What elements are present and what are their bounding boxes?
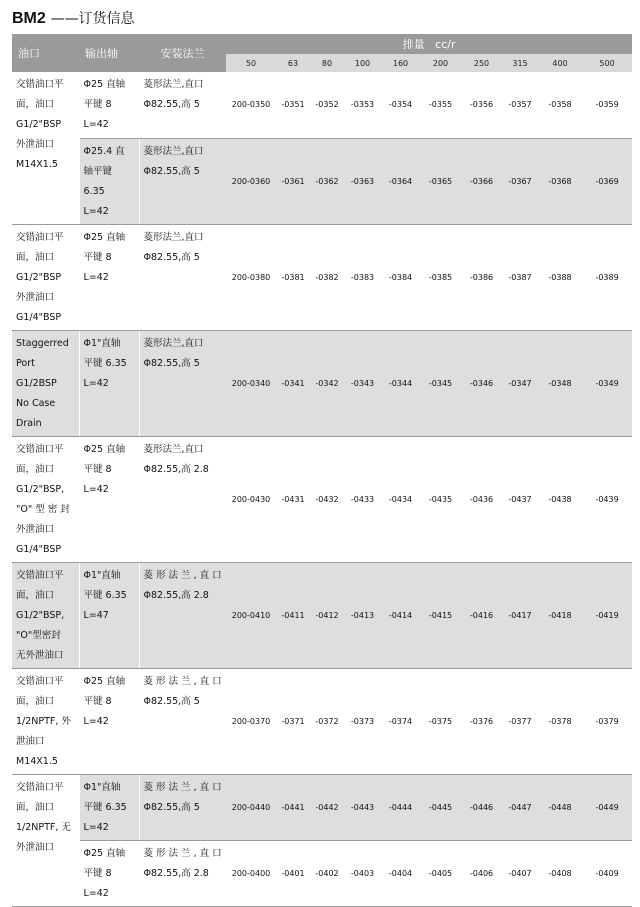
flange-cell bbox=[139, 840, 226, 906]
table-row bbox=[12, 436, 632, 562]
cell-line: Φ82.55,高 5 bbox=[143, 801, 200, 813]
part-number-cell: -0431 bbox=[276, 436, 310, 562]
flange-cell bbox=[139, 224, 226, 330]
part-number-cell: -0343 bbox=[344, 330, 381, 436]
part-number-cell: -0406 bbox=[461, 840, 502, 906]
cell-line: 外泄油口 bbox=[16, 139, 55, 150]
shaft-cell bbox=[79, 562, 139, 668]
part-number-cell: -0435 bbox=[420, 436, 461, 562]
part-number-cell: -0386 bbox=[461, 224, 502, 330]
shaft-cell bbox=[79, 138, 139, 224]
cell-line: Drain bbox=[16, 417, 42, 429]
port-cell bbox=[12, 224, 79, 330]
part-number-cell: -0355 bbox=[420, 72, 461, 138]
shaft-cell bbox=[79, 224, 139, 330]
displacement-header-500: 500 bbox=[582, 54, 632, 72]
part-number-cell: 200-0400 bbox=[226, 840, 276, 906]
part-number-cell: -0368 bbox=[538, 138, 582, 224]
part-number-cell: -0353 bbox=[344, 72, 381, 138]
cell-line: L=42 bbox=[83, 887, 109, 899]
part-number-cell: -0409 bbox=[582, 840, 632, 906]
cell-line: Φ25 直轴 bbox=[83, 231, 126, 243]
cell-line: 交错油口平 bbox=[16, 79, 64, 90]
cell-line: 1/2NPTF, 无 bbox=[16, 821, 71, 833]
part-number-cell: -0444 bbox=[381, 774, 420, 840]
part-number-cell: -0346 bbox=[461, 330, 502, 436]
part-number-cell: 200-0350 bbox=[226, 72, 276, 138]
part-number-cell: -0445 bbox=[420, 774, 461, 840]
cell-line: G1/2BSP bbox=[16, 377, 57, 389]
part-number-cell: -0363 bbox=[344, 138, 381, 224]
cell-line: Φ82.55,高 2.8 bbox=[143, 589, 209, 601]
cell-line: M14X1.5 bbox=[16, 755, 58, 767]
cell-line: Φ82.55,高 5 bbox=[143, 251, 200, 263]
cell-line: 平键 8 bbox=[83, 99, 112, 110]
part-number-cell: -0405 bbox=[420, 840, 461, 906]
part-number-cell: -0372 bbox=[310, 668, 344, 774]
part-number-cell: -0446 bbox=[461, 774, 502, 840]
cell-line: Port bbox=[16, 357, 35, 369]
part-number-cell: -0418 bbox=[538, 562, 582, 668]
part-number-cell: -0438 bbox=[538, 436, 582, 562]
port-cell bbox=[12, 330, 79, 436]
part-number-cell: -0413 bbox=[344, 562, 381, 668]
cell-line: Φ1"直轴 bbox=[83, 569, 121, 581]
cell-line: Φ1"直轴 bbox=[83, 781, 121, 793]
table-row bbox=[12, 840, 632, 906]
cell-line: 平键 6.35 bbox=[83, 801, 127, 813]
part-number-cell: -0348 bbox=[538, 330, 582, 436]
part-number-cell: -0443 bbox=[344, 774, 381, 840]
part-number-cell: -0416 bbox=[461, 562, 502, 668]
displacement-header-200: 200 bbox=[420, 54, 461, 72]
cell-line: 外泄油口 bbox=[16, 523, 55, 535]
part-number-cell: 200-0370 bbox=[226, 668, 276, 774]
part-number-cell: -0401 bbox=[276, 840, 310, 906]
part-number-cell: 200-0440 bbox=[226, 774, 276, 840]
cell-line: 交错油口平 bbox=[16, 231, 64, 243]
part-number-cell: -0439 bbox=[582, 436, 632, 562]
part-number-cell: -0376 bbox=[461, 668, 502, 774]
shaft-cell bbox=[79, 72, 139, 138]
part-number-cell: -0373 bbox=[344, 668, 381, 774]
cell-line: 平键 8 bbox=[83, 695, 112, 707]
cell-line: 菱形法兰,直口 bbox=[143, 337, 204, 349]
cell-line: 平键 8 bbox=[83, 251, 112, 263]
displacement-header-50: 50 bbox=[226, 54, 276, 72]
part-number-cell: -0432 bbox=[310, 436, 344, 562]
cell-line: Φ25 直轴 bbox=[83, 443, 126, 455]
title-dash: —— bbox=[50, 11, 79, 27]
cell-line: 交错油口平 bbox=[16, 781, 64, 793]
displacement-header-400: 400 bbox=[538, 54, 582, 72]
part-number-cell: -0417 bbox=[502, 562, 538, 668]
part-number-cell: -0344 bbox=[381, 330, 420, 436]
flange-cell bbox=[139, 138, 226, 224]
part-number-cell: -0383 bbox=[344, 224, 381, 330]
col-header-displacement bbox=[226, 34, 632, 54]
part-number-cell: -0352 bbox=[310, 72, 344, 138]
cell-line: 平键 8 bbox=[83, 867, 112, 879]
cell-line: 1/2NPTF, 外 bbox=[16, 715, 71, 727]
part-number-cell: -0365 bbox=[420, 138, 461, 224]
cell-line: 6.35 bbox=[83, 185, 105, 197]
part-number-cell: -0404 bbox=[381, 840, 420, 906]
cell-line: L=42 bbox=[83, 377, 109, 389]
part-number-cell: -0357 bbox=[502, 72, 538, 138]
part-number-cell: -0342 bbox=[310, 330, 344, 436]
port-cell bbox=[12, 72, 79, 224]
part-number-cell: -0385 bbox=[420, 224, 461, 330]
cell-line: 交错油口平 bbox=[16, 443, 64, 455]
cell-line: G1/2"BSP, bbox=[16, 609, 65, 621]
part-number-cell: -0447 bbox=[502, 774, 538, 840]
part-number-cell: -0369 bbox=[582, 138, 632, 224]
cell-line: L=42 bbox=[83, 271, 109, 283]
port-cell bbox=[12, 562, 79, 668]
part-number-cell: -0371 bbox=[276, 668, 310, 774]
cell-line: 平键 6.35 bbox=[83, 589, 127, 601]
cell-line: G1/2"BSP bbox=[16, 271, 62, 283]
displacement-header-250: 250 bbox=[461, 54, 502, 72]
part-number-cell: -0341 bbox=[276, 330, 310, 436]
table-row bbox=[12, 224, 632, 330]
shaft-cell bbox=[79, 840, 139, 906]
part-number-cell: 200-0380 bbox=[226, 224, 276, 330]
flange-cell bbox=[139, 436, 226, 562]
shaft-cell bbox=[79, 668, 139, 774]
part-number-cell: -0384 bbox=[381, 224, 420, 330]
part-number-cell: -0441 bbox=[276, 774, 310, 840]
part-number-cell: -0434 bbox=[381, 436, 420, 562]
part-number-cell: -0374 bbox=[381, 668, 420, 774]
shaft-cell bbox=[79, 330, 139, 436]
cell-line: 外泄油口 bbox=[16, 291, 55, 303]
cell-line: 面，油口 bbox=[16, 695, 55, 707]
col-header-port: 油口 bbox=[12, 34, 79, 72]
cell-line: 菱形法兰,直口 bbox=[143, 231, 204, 243]
port-cell bbox=[12, 668, 79, 774]
displacement-header-63: 63 bbox=[276, 54, 310, 72]
table-body bbox=[12, 72, 632, 906]
part-number-cell: -0402 bbox=[310, 840, 344, 906]
part-number-cell: -0442 bbox=[310, 774, 344, 840]
part-number-cell: -0408 bbox=[538, 840, 582, 906]
table-row bbox=[12, 72, 632, 138]
displacement-header-80: 80 bbox=[310, 54, 344, 72]
part-number-cell: -0448 bbox=[538, 774, 582, 840]
cell-line: 外泄油口 bbox=[16, 841, 55, 853]
cell-line: Φ25 直轴 bbox=[83, 79, 126, 90]
shaft-cell bbox=[79, 436, 139, 562]
cell-line: Φ82.55,高 5 bbox=[143, 165, 200, 177]
part-number-cell: -0433 bbox=[344, 436, 381, 562]
displacement-header-100: 100 bbox=[344, 54, 381, 72]
document-title bbox=[12, 8, 135, 28]
cell-line: G1/2"BSP, bbox=[16, 483, 65, 495]
displacement-header-160: 160 bbox=[381, 54, 420, 72]
part-number-cell: -0419 bbox=[582, 562, 632, 668]
cell-line: 菱形法兰,直口 bbox=[143, 443, 204, 455]
port-cell bbox=[12, 774, 79, 906]
cell-line: M14X1.5 bbox=[16, 159, 58, 170]
cell-line: Φ25 直轴 bbox=[83, 675, 126, 687]
part-number-cell: -0375 bbox=[420, 668, 461, 774]
table-row bbox=[12, 774, 632, 840]
part-number-cell: -0415 bbox=[420, 562, 461, 668]
part-number-cell: -0403 bbox=[344, 840, 381, 906]
cell-line: L=42 bbox=[83, 119, 109, 130]
cell-line: 交错油口平 bbox=[16, 569, 64, 581]
cell-line: Φ82.55,高 5 bbox=[143, 99, 200, 110]
part-number-cell: -0366 bbox=[461, 138, 502, 224]
cell-line: Φ82.55,高 5 bbox=[143, 357, 200, 369]
cell-line: 泄油口 bbox=[16, 735, 45, 747]
part-number-cell: -0349 bbox=[582, 330, 632, 436]
cell-line: 面，油口 bbox=[16, 99, 55, 110]
cell-line: 菱 形 法 兰 , 直 口 bbox=[143, 569, 222, 581]
part-number-cell: -0362 bbox=[310, 138, 344, 224]
part-number-cell: -0411 bbox=[276, 562, 310, 668]
cell-line: Φ25.4 直 bbox=[83, 145, 125, 157]
cell-line: L=42 bbox=[83, 821, 109, 833]
part-number-cell: -0361 bbox=[276, 138, 310, 224]
cell-line: Φ25 直轴 bbox=[83, 847, 126, 859]
cell-line: Φ82.55,高 2.8 bbox=[143, 463, 209, 475]
cell-line: 平键 6.35 bbox=[83, 357, 127, 369]
part-number-cell: -0351 bbox=[276, 72, 310, 138]
displacement-unit: cc/r bbox=[435, 38, 456, 51]
shaft-cell bbox=[79, 774, 139, 840]
cell-line: 轴平键 bbox=[83, 165, 113, 177]
part-number-cell: 200-0430 bbox=[226, 436, 276, 562]
cell-line: L=42 bbox=[83, 483, 109, 495]
flange-cell bbox=[139, 330, 226, 436]
col-header-shaft: 输出轴 bbox=[79, 34, 139, 72]
title-text: 订货信息 bbox=[78, 11, 135, 27]
table-row bbox=[12, 330, 632, 436]
col-header-flange: 安装法兰 bbox=[139, 34, 226, 72]
part-number-cell: -0388 bbox=[538, 224, 582, 330]
part-number-cell: -0347 bbox=[502, 330, 538, 436]
cell-line: G1/4"BSP bbox=[16, 543, 62, 555]
part-number-cell: -0414 bbox=[381, 562, 420, 668]
table-row bbox=[12, 668, 632, 774]
cell-line: 无外泄油口 bbox=[16, 649, 64, 661]
cell-line: Staggerred bbox=[16, 337, 69, 349]
flange-cell bbox=[139, 774, 226, 840]
port-cell bbox=[12, 436, 79, 562]
part-number-cell: -0377 bbox=[502, 668, 538, 774]
part-number-cell: -0364 bbox=[381, 138, 420, 224]
cell-line: 面，油口 bbox=[16, 589, 55, 601]
cell-line: G1/4"BSP bbox=[16, 311, 62, 323]
table-row bbox=[12, 138, 632, 224]
part-number-cell: -0354 bbox=[381, 72, 420, 138]
cell-line: 交错油口平 bbox=[16, 675, 64, 687]
cell-line: 菱 形 法 兰 , 直 口 bbox=[143, 675, 222, 687]
cell-line: "O"型密封 bbox=[16, 629, 61, 641]
part-number-cell: -0407 bbox=[502, 840, 538, 906]
cell-line: 菱形法兰,直口 bbox=[143, 79, 204, 90]
part-number-cell: -0437 bbox=[502, 436, 538, 562]
part-number-cell: 200-0410 bbox=[226, 562, 276, 668]
part-number-cell: -0367 bbox=[502, 138, 538, 224]
cell-line: 面，油口 bbox=[16, 801, 55, 813]
part-number-cell: -0389 bbox=[582, 224, 632, 330]
cell-line: L=42 bbox=[83, 715, 109, 727]
part-number-cell: -0381 bbox=[276, 224, 310, 330]
table-row bbox=[12, 562, 632, 668]
cell-line: 面，油口 bbox=[16, 251, 55, 263]
cell-line: "O" 型 密 封 bbox=[16, 503, 70, 515]
part-number-cell: -0359 bbox=[582, 72, 632, 138]
cell-line: Φ82.55,高 5 bbox=[143, 695, 200, 707]
cell-line: Φ1"直轴 bbox=[83, 337, 121, 349]
order-info-table bbox=[12, 34, 632, 907]
part-number-cell: -0379 bbox=[582, 668, 632, 774]
cell-line: 菱 形 法 兰 , 直 口 bbox=[143, 781, 222, 793]
part-number-cell: 200-0360 bbox=[226, 138, 276, 224]
cell-line: L=47 bbox=[83, 609, 109, 621]
part-number-cell: -0356 bbox=[461, 72, 502, 138]
part-number-cell: -0387 bbox=[502, 224, 538, 330]
part-number-cell: -0345 bbox=[420, 330, 461, 436]
flange-cell bbox=[139, 72, 226, 138]
displacement-header-315: 315 bbox=[502, 54, 538, 72]
part-number-cell: -0436 bbox=[461, 436, 502, 562]
cell-line: 平键 8 bbox=[83, 463, 112, 475]
part-number-cell: -0378 bbox=[538, 668, 582, 774]
part-number-cell: -0449 bbox=[582, 774, 632, 840]
displacement-label: 排量 bbox=[402, 38, 425, 51]
part-number-cell: -0382 bbox=[310, 224, 344, 330]
cell-line: 菱形法兰,直口 bbox=[143, 145, 204, 157]
cell-line: No Case bbox=[16, 397, 56, 409]
cell-line: 菱 形 法 兰 , 直 口 bbox=[143, 847, 222, 859]
cell-line: L=42 bbox=[83, 205, 109, 217]
cell-line: 面，油口 bbox=[16, 463, 55, 475]
part-number-cell: -0412 bbox=[310, 562, 344, 668]
part-number-cell: 200-0340 bbox=[226, 330, 276, 436]
part-number-cell: -0358 bbox=[538, 72, 582, 138]
cell-line: Φ82.55,高 2.8 bbox=[143, 867, 209, 879]
model-code: BM2 bbox=[12, 10, 46, 27]
cell-line: G1/2"BSP bbox=[16, 119, 62, 130]
flange-cell bbox=[139, 668, 226, 774]
flange-cell bbox=[139, 562, 226, 668]
